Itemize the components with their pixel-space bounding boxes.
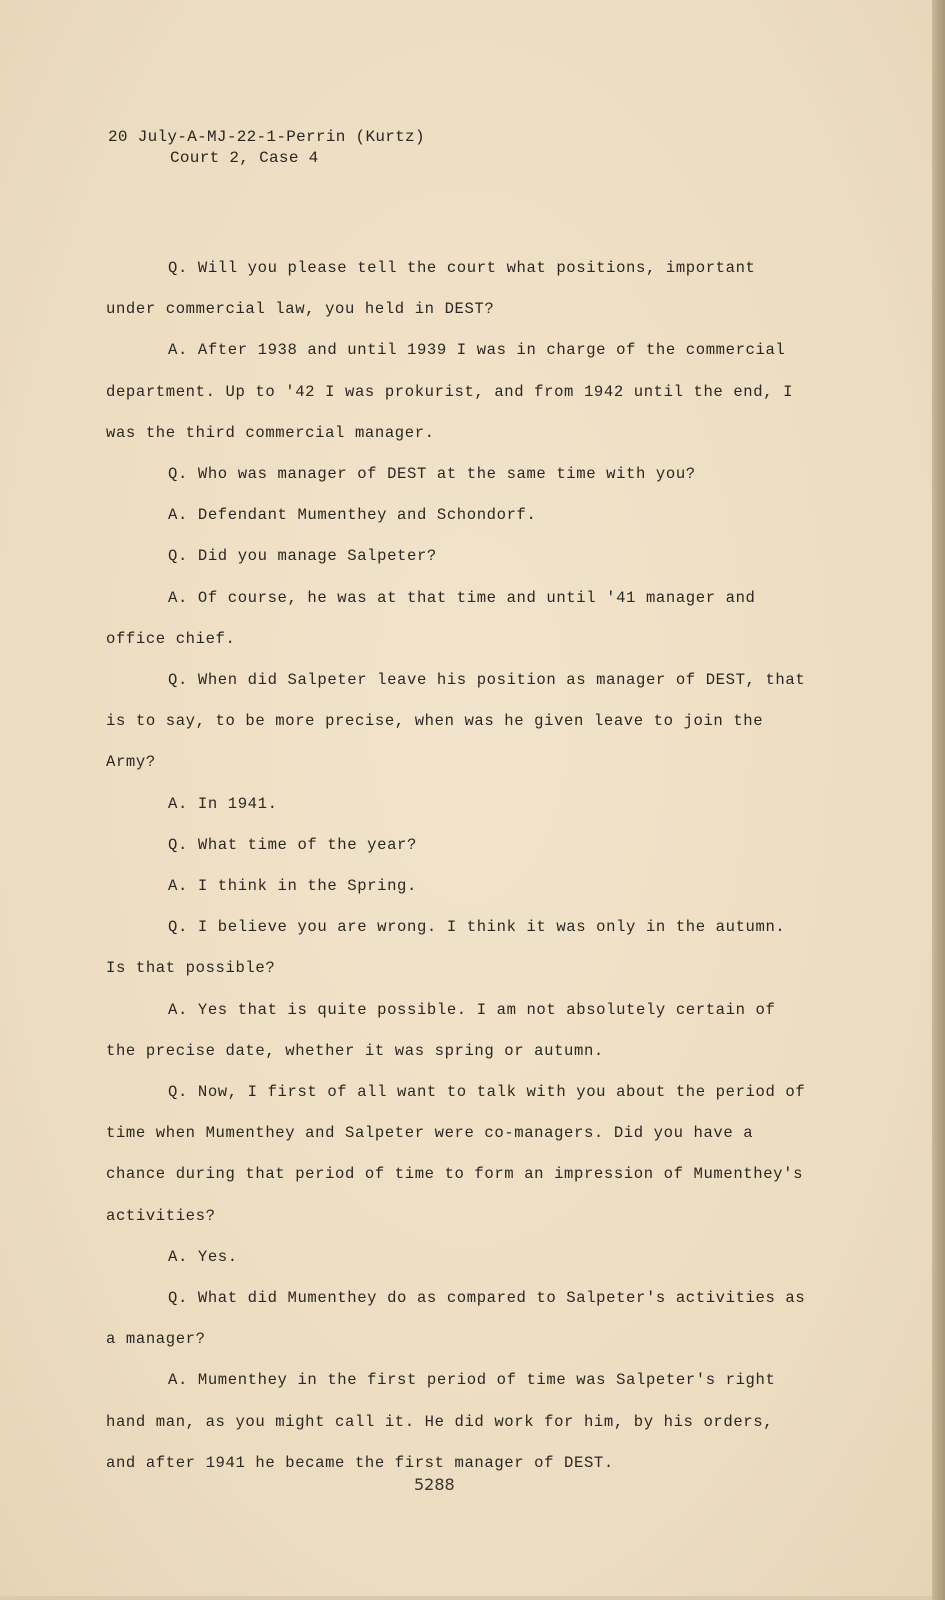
transcript-body [106,248,806,1484]
transcript-paragraph: Q. I believe you are wrong. I think it was only in the autumn. Is that possible? [106,918,786,978]
transcript-paragraph: Q. Did you manage Salpeter? [168,547,437,566]
transcript-paragraph: A. Yes. [168,1247,238,1266]
transcript-paragraph: Q. What did Mumenthey do as compared to Salpeter's activities as a manager? [106,1289,806,1349]
header-line-1: 20 July-A-MJ-22-1-Perrin (Kurtz) [108,128,425,146]
transcript-paragraph: A. After 1938 and until 1939 I was in charge of the commercial department. Up to '42 I was prokurist, and from 1942 until the end, I was the third commercial manager. [106,341,794,442]
transcript-paragraph: A. I think in the Spring. [168,877,417,896]
transcript-paragraph: Q. Who was manager of DEST at the same time with you? [168,465,696,484]
header-line-2: Court 2, Case 4 [170,149,319,167]
transcript-paragraph: A. In 1941. [168,794,278,813]
transcript-paragraph: A. Defendant Mumenthey and Schondorf. [168,506,537,525]
transcript-paragraph: A. Mumenthey in the first period of time was Salpeter's right hand man, as you might call it. He did work for him, by his orders, and after 1941 he became the first manager of DEST. [106,1371,776,1472]
transcript-paragraph: Q. When did Salpeter leave his position as manager of DEST, that is to say, to be more precise, when was he given leave to join the Army? [106,671,806,772]
transcript-paragraph: A. Yes that is quite possible. I am not absolutely certain of the precise date, whether it was spring or autumn. [106,1000,776,1060]
transcript-paragraph: Q. Now, I first of all want to talk with you about the period of time when Mumenthey and Salpeter were co-managers. Did you have a chance during that period of time to form an impression of Mumenthey's activities? [106,1083,806,1225]
transcript-paragraph: Q. What time of the year? [168,835,417,854]
page-edge-shadow [932,0,945,1600]
page-number: 5288 [414,1475,455,1494]
transcript-paragraph: Q. Will you please tell the court what positions, important under commercial law, you held in DEST? [106,259,756,319]
document-header [108,127,425,169]
transcript-paragraph: A. Of course, he was at that time and until '41 manager and office chief. [106,588,756,648]
